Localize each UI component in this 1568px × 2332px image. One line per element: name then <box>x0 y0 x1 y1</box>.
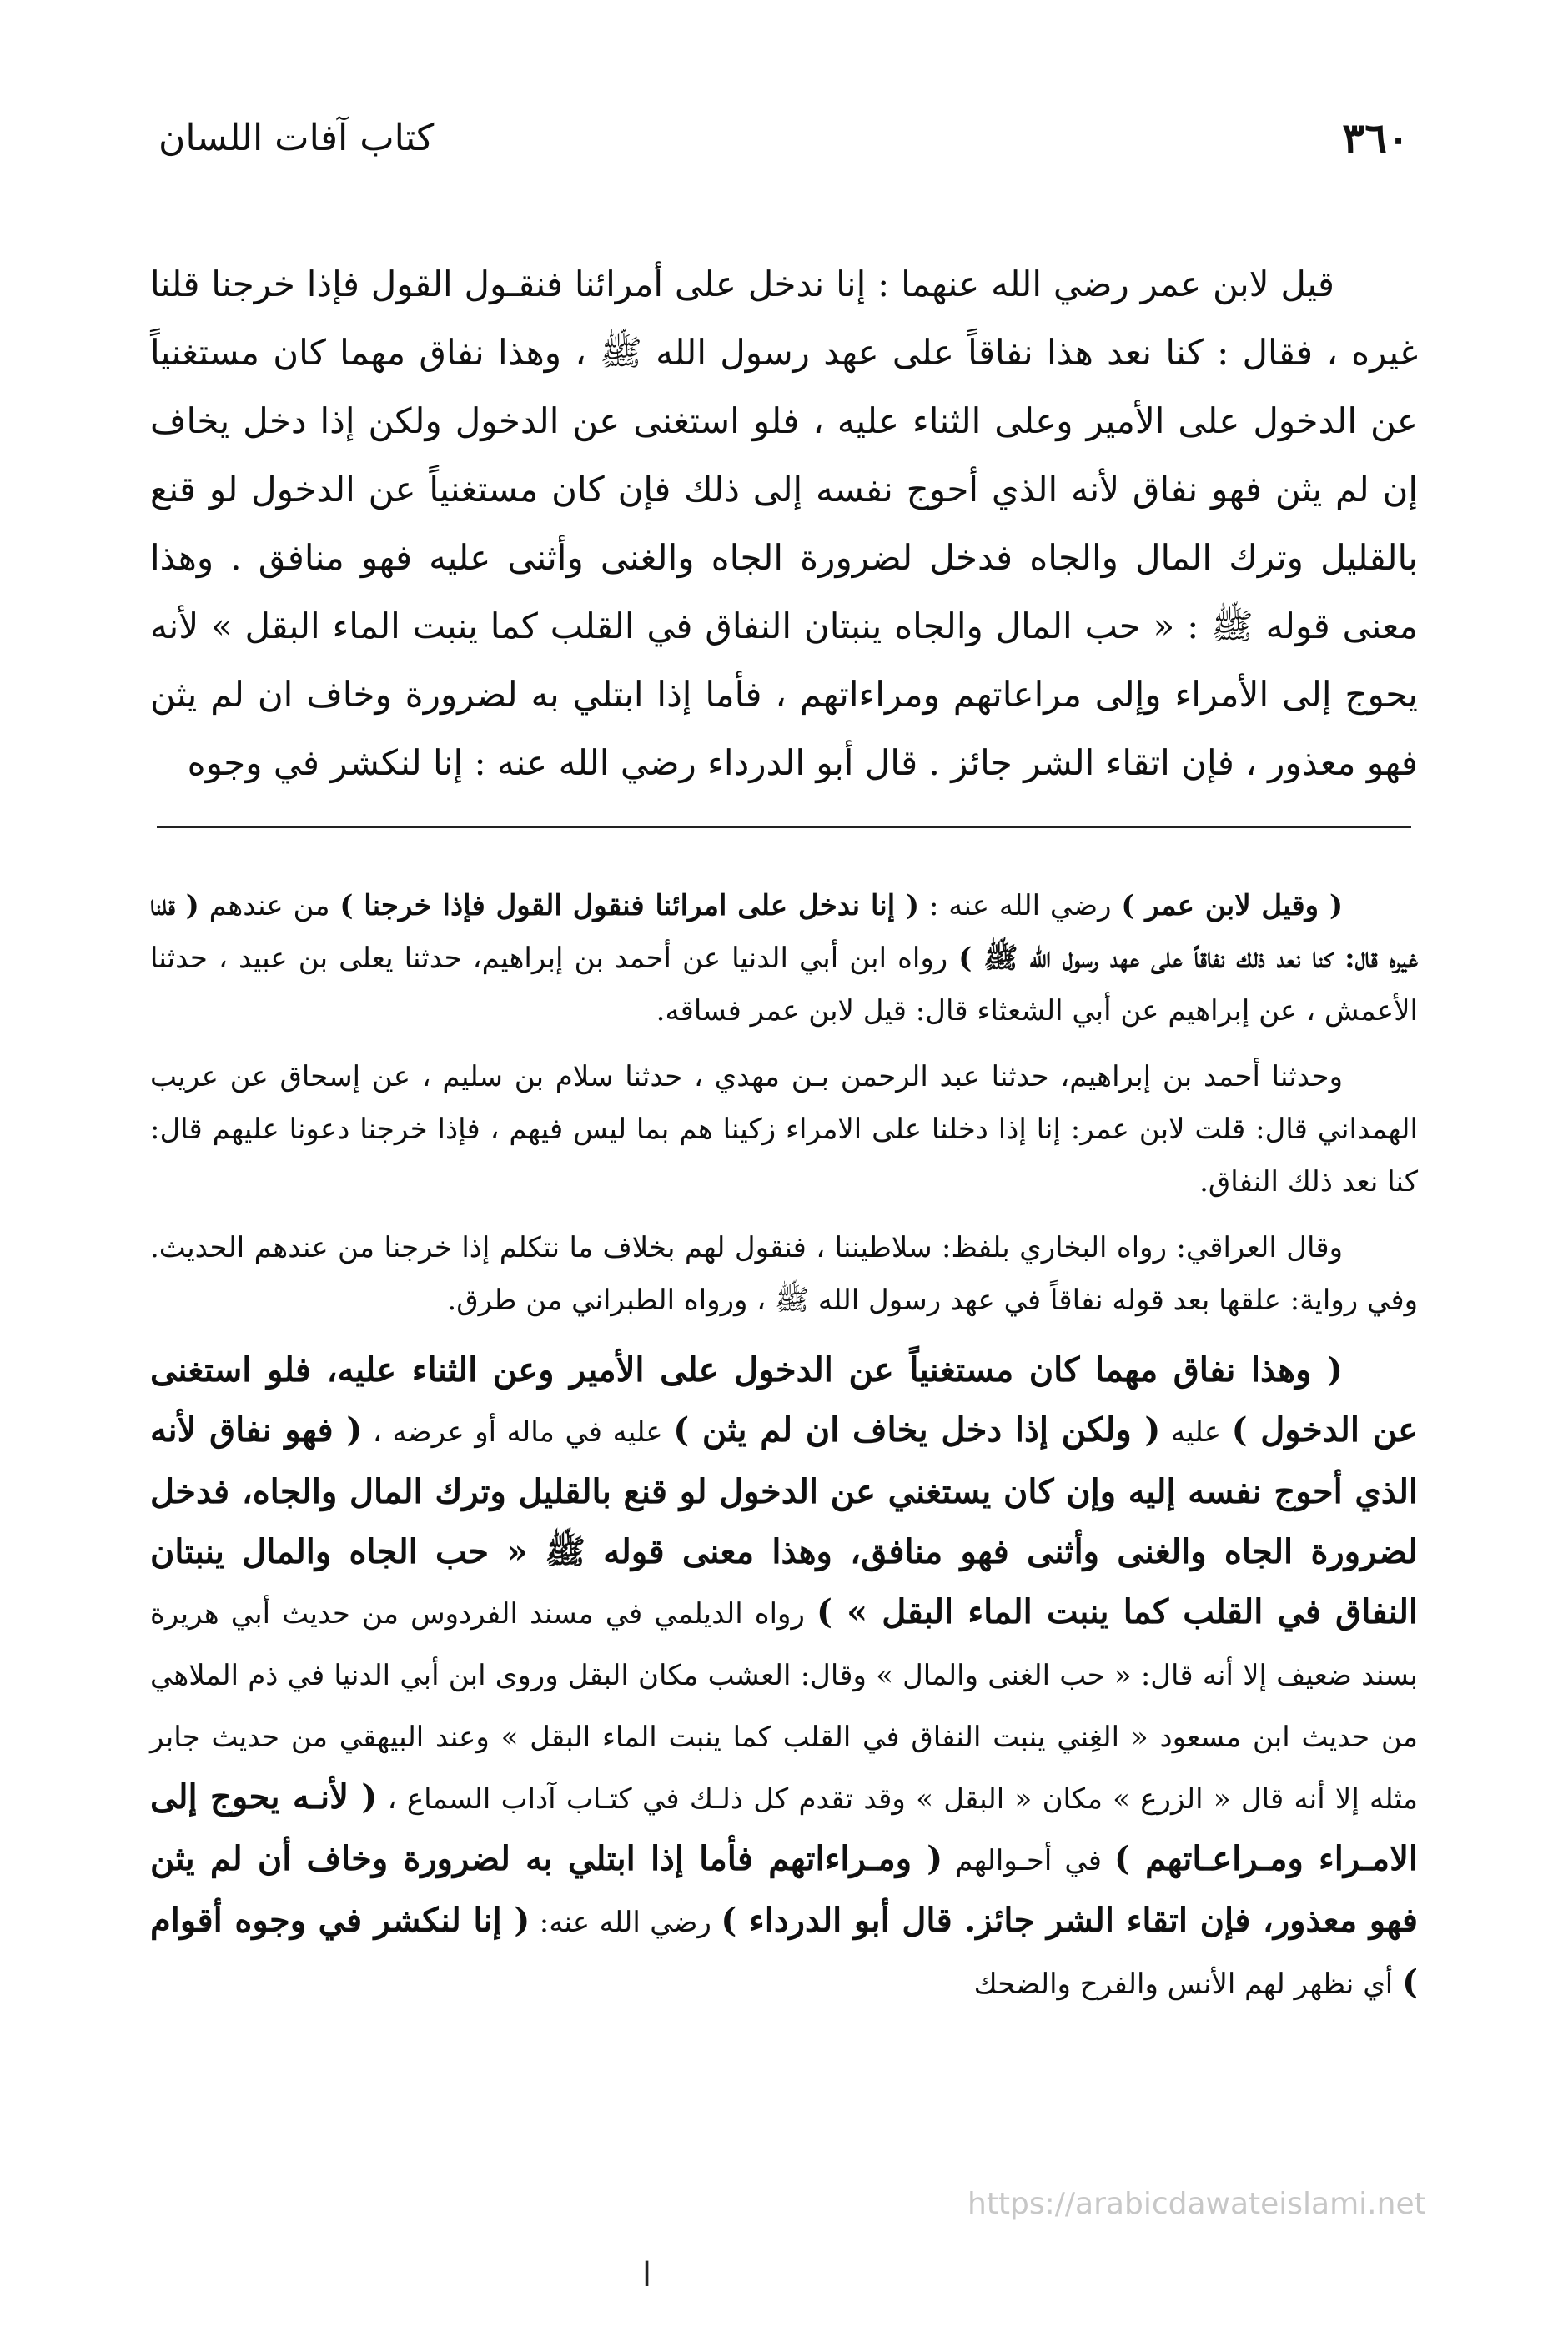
quoted-text: ( إنا ندخل على امرائنا فنقول القول فإذا خرجنا ) <box>339 889 920 922</box>
commentary-text: أي نظهر لهم الأنس والفرح والضحك <box>973 1968 1403 2001</box>
main-paragraph: قيل لابن عمر رضي الله عنهما : إنا ندخل على أمرائنا فنقـول القول فإذا خرجنا قلنا غيره ، فقال : كنا نعد هذا نفاقاً على عهد رسول الله ﷺ ، وهذا نفاق مهما كان مستغنياً عن الدخول على الأمير وعلى الثناء عليه ، فلو استغنى عن الدخول ولكن إذا دخل يخاف إن لم يثن فهو نفاق لأنه الذي أحوج نفسه إلى ذلك فإن كان مستغنياً عن الدخول لو قنع بالقليل وترك المال والجاه فدخل لضرورة الجاه والغنى وأثنى عليه فهو منافق . وهذا معنى قوله ﷺ : « حب المال والجاه ينبتان النفاق في القلب كما ينبت الماء البقل » لأنه يحوج إلى الأمراء وإلى مراعاتهم ومراءاتهم ، فأما إذا ابتلي به لضرورة وخاف ان لم يثن فهو معذور ، فإن اتقاء الشر جائز . قال أبو الدرداء رضي الله عنه : إنا لنكشر في وجوه <box>150 264 1418 783</box>
commentary-text: عليه <box>1160 1415 1232 1449</box>
running-title: كتاب آفات اللسان <box>158 117 435 159</box>
bottom-mark: ا <box>642 2256 652 2294</box>
commentary-text: من عندهم <box>199 889 340 922</box>
page-header <box>158 113 1410 183</box>
quoted-text: ( وهذا نفاق مهما كان مستغنياً عن الدخول على الأمير وعن الثناء عليه، فلو استغنى عن الدخول ) <box>150 1350 1419 1450</box>
quoted-text: ( لأنـه يحوج إلى الامـراء ومـراعـاتهم ) <box>150 1777 1419 1878</box>
quoted-text: ( ولكن إذا دخل يخاف ان لم يثن ) <box>673 1410 1161 1450</box>
commentary-text: رواه ابن أبي الدنيا عن أحمد بن إبراهيم، حدثنا يعلى بن عبيد ، حدثنا الأعمش ، عن إبراهيم عن أبي الشعثاء قال: قيل لابن عمر فساقه. <box>150 942 1418 1028</box>
commentary-paragraph-4 <box>150 1340 1418 2014</box>
commentary-paragraph-1 <box>150 880 1418 1038</box>
commentary-text: رواه الديلمي في مسند الفردوس من حديث أبي هريرة بسند ضعيف إلا أنه قال: « حب الغنى والمال » وقال: العشب مكان البقل وروى ابن أبي الدنيا في ذم الملاهي من حديث ابن مسعود « الغِني ينبت النفاق في القلب كما ينبت الماء البقل » وعند البيهقي من حديث جابر مثله إلا أنه قال « الزرع » مكان « البقل » وقد تقدم كل ذلـك في كتـاب آداب السماع ، <box>150 1597 1419 1816</box>
commentary-section <box>150 880 1418 2028</box>
quoted-text: ( فهو نفاق لأنه الذي أحوج نفسه إليه وإن كان يستغني عن الدخول لو قنع بالقليل وترك المال والجاه، فدخل لضرورة الجاه والغنى وأثنى فهو منافق، وهذا معنى قوله ﷺ « حب الجاه والمال ينبتان النفاق في القلب كما ينبت الماء البقل » ) <box>150 1410 1419 1631</box>
quoted-text: ( قلنا غيره قال: كنا نعد ذلك نفاقاً على عهد رسول الله ﷺ ) <box>150 889 1418 975</box>
page-number: ٣٦٠ <box>1342 113 1410 163</box>
main-text <box>150 250 1418 797</box>
footnote-separator <box>157 826 1411 828</box>
commentary-text: رضي الله عنه : <box>919 889 1122 922</box>
quoted-text: ( إنا لنكشر في وجوه أقوام ) <box>150 1901 1418 2002</box>
commentary-paragraph-3: وقال العراقي: رواه البخاري بلفظ: سلاطيننا ، فنقول لهم بخلاف ما نتكلم إذا خرجنا من عندهم الحديث. وفي رواية: علقها بعد قوله نفاقاً في عهد رسول الله ﷺ ، ورواه الطبراني من طرق. <box>150 1231 1418 1317</box>
quoted-text: ( ومـراءاتهم فأما إذا ابتلي به لضرورة وخاف أن لم يثن فهو معذور، فإن اتقاء الشر جائز. قال أبو الدرداء ) <box>150 1839 1418 1940</box>
commentary-text: عليه في ماله أو عرضه ، <box>362 1415 674 1449</box>
commentary-paragraph-2: وحدثنا أحمد بن إبراهيم، حدثنا عبد الرحمن بـن مهدي ، حدثنا سلام بن سليم ، عن إسحاق عن عريب الهمداني قال: قلت لابن عمر: إنا إذا دخلنا على الامراء زكينا هم بما ليس فيهم ، فإذا خرجنا دعونا عليهم قال: كنا نعد ذلك النفاق. <box>150 1060 1418 1199</box>
commentary-text: رضي الله عنه: <box>530 1906 721 1939</box>
commentary-text: في أحـوالهم <box>942 1844 1115 1877</box>
watermark-url: https://arabicdawateislami.net <box>967 2187 1426 2221</box>
quoted-text: ( وقيل لابن عمر ) <box>1121 889 1344 922</box>
